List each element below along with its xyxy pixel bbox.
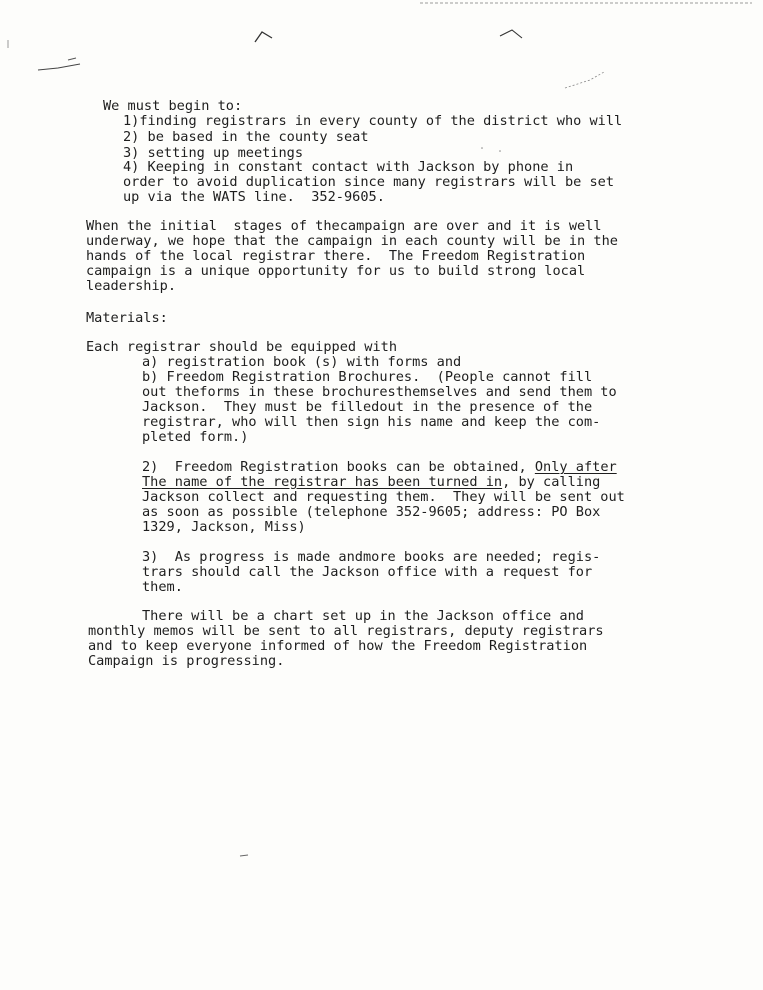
- intro-item: 4) Keeping in constant contact with Jackson by phone in: [123, 159, 574, 175]
- intro-item: 3) setting up meetings: [123, 145, 304, 161]
- campaign-paragraph-line: When the initial stages of thecampaign are over and it is well: [86, 218, 602, 234]
- item3-line: 3) As progress is made andmore books are needed; regis-: [142, 549, 601, 565]
- item2-underlined: Only after: [534, 459, 617, 475]
- equip-lead: Each registrar should be equipped with: [86, 339, 397, 355]
- item2-underlined: The name of the registrar has been turned in: [142, 474, 503, 490]
- equip-item-b: out theforms in these brochuresthemselves and send them to: [142, 384, 617, 400]
- equip-item-b: Jackson. They must be filledout in the presence of the: [142, 399, 593, 415]
- equip-item-b: registrar, who will then sign his name and keep the com-: [142, 414, 601, 430]
- campaign-paragraph-line: leadership.: [86, 278, 177, 294]
- campaign-paragraph-line: campaign is a unique opportunity for us to build strong local: [86, 263, 586, 279]
- intro-heading: We must begin to:: [103, 98, 243, 114]
- closing-line: and to keep everyone informed of how the Freedom Registration: [88, 638, 588, 654]
- item2-line: 1329, Jackson, Miss): [142, 519, 306, 535]
- item2-line: [142, 475, 600, 490]
- closing-line: monthly memos will be sent to all registrars, deputy registrars: [88, 623, 604, 639]
- item3-line: trars should call the Jackson office with a request for: [142, 564, 593, 580]
- intro-item: 2) be based in the county seat: [123, 129, 369, 145]
- materials-heading: Materials:: [86, 310, 168, 326]
- equip-item-a: a) registration book (s) with forms and: [142, 354, 462, 370]
- intro-item: 1)finding registrars in every county of the district who will: [123, 113, 623, 129]
- item2-line: Jackson collect and requesting them. They will be sent out: [142, 489, 625, 505]
- intro-item: up via the WATS line. 352-9605.: [123, 189, 385, 205]
- intro-item: order to avoid duplication since many registrars will be set: [123, 174, 615, 190]
- item2-line: as soon as possible (telephone 352-9605; address: PO Box: [142, 504, 601, 520]
- campaign-paragraph-line: underway, we hope that the campaign in each county will be in the: [86, 233, 618, 249]
- closing-line: Campaign is progressing.: [88, 653, 285, 669]
- campaign-paragraph-line: hands of the local registrar there. The Freedom Registration: [86, 248, 586, 264]
- item3-line: them.: [142, 579, 183, 595]
- equip-item-b: b) Freedom Registration Brochures. (People cannot fill: [142, 369, 593, 385]
- closing-line: There will be a chart set up in the Jackson office and: [142, 608, 584, 624]
- item2-line: [142, 460, 617, 475]
- equip-item-b: pleted form.): [142, 429, 249, 445]
- item2-text: , by calling: [502, 474, 601, 490]
- item2-text: 2) Freedom Registration books can be obtained,: [142, 459, 535, 475]
